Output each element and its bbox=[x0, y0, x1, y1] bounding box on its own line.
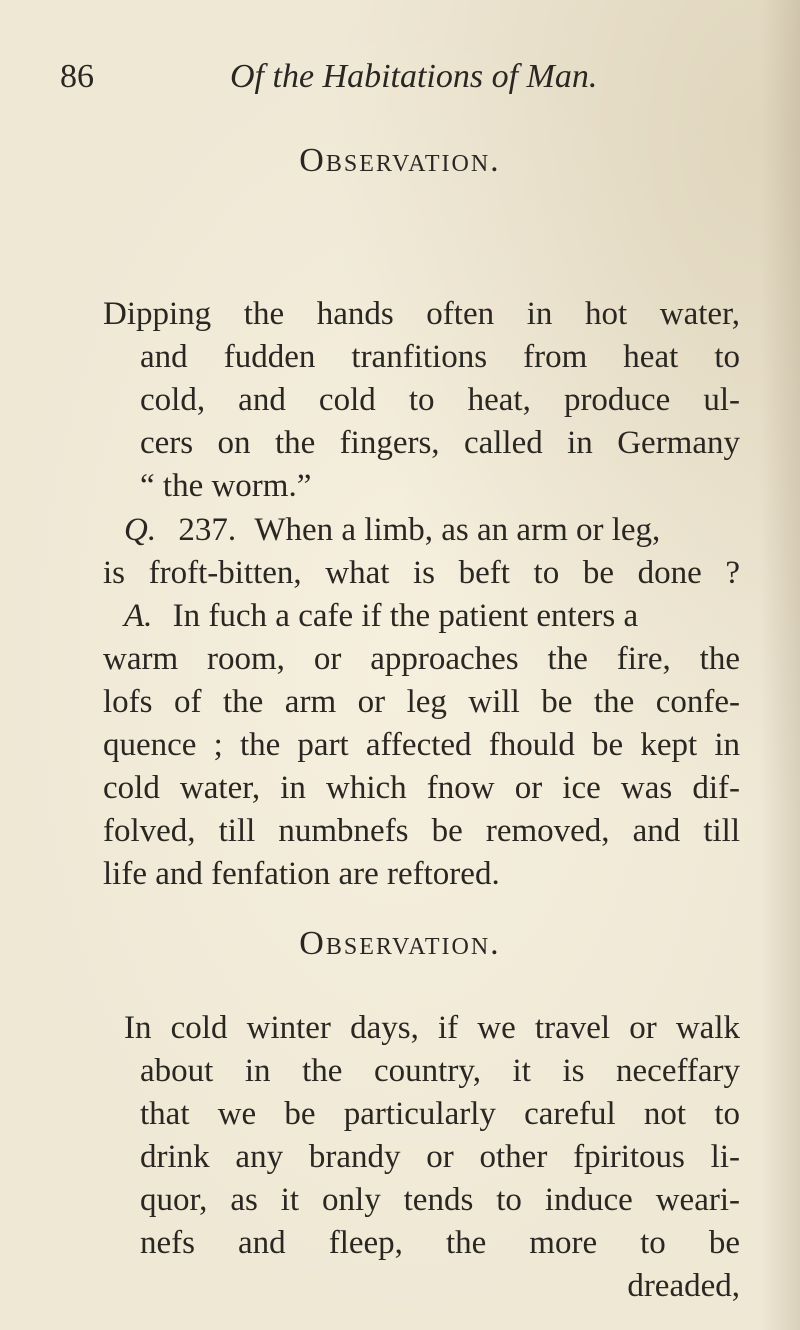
question-marker: Q. bbox=[124, 512, 157, 548]
answer-marker: A. bbox=[124, 598, 153, 634]
answer-text: In fuch a cafe if the patient enters a bbox=[172, 598, 639, 634]
text-line: lofs of the arm or leg will be the confe- bbox=[103, 684, 740, 720]
section-heading: Observation. bbox=[299, 142, 501, 179]
page-number: 86 bbox=[60, 58, 94, 95]
text-line: In cold winter days, if we travel or walk bbox=[124, 1010, 740, 1046]
text-line: is froft-bitten, what is beft to be done ? bbox=[103, 555, 740, 591]
running-title: Of the Habitations of Man. bbox=[230, 58, 598, 95]
text-line: cold, and cold to heat, produce ul- bbox=[140, 382, 740, 418]
question-number: 237. bbox=[178, 512, 237, 548]
text-line: and fudden tranfitions from heat to bbox=[140, 339, 740, 375]
question-first-line bbox=[124, 512, 740, 555]
running-head bbox=[60, 52, 760, 102]
text-line: cers on the fingers, called in Germany bbox=[140, 425, 740, 461]
text-line: dreaded, bbox=[627, 1268, 740, 1304]
text-line: folved, till numbnefs be removed, and till bbox=[103, 813, 740, 849]
question-text: When a limb, as an arm or leg, bbox=[254, 512, 661, 548]
text-line: drink any brandy or other fpiritous li- bbox=[140, 1139, 740, 1175]
text-line: about in the country, it is neceffary bbox=[140, 1053, 740, 1089]
section-heading-2: Observation. bbox=[299, 925, 501, 962]
text-line: Dipping the hands often in hot water, bbox=[103, 296, 740, 332]
text-line: quor, as it only tends to induce weari- bbox=[140, 1182, 740, 1218]
text-line: “ the worm.” bbox=[140, 468, 312, 504]
text-line: cold water, in which fnow or ice was dif- bbox=[103, 770, 740, 806]
answer-first-line bbox=[124, 598, 740, 641]
text-line: that we be particularly careful not to bbox=[140, 1096, 740, 1132]
text-line: warm room, or approaches the fire, the bbox=[103, 641, 740, 677]
page-edge-shadow bbox=[760, 0, 800, 1330]
text-line: nefs and fleep, the more to be bbox=[140, 1225, 740, 1261]
text-line: quence ; the part affected fhould be kept in bbox=[103, 727, 740, 763]
text-line: life and fenfation are reftored. bbox=[103, 856, 500, 892]
